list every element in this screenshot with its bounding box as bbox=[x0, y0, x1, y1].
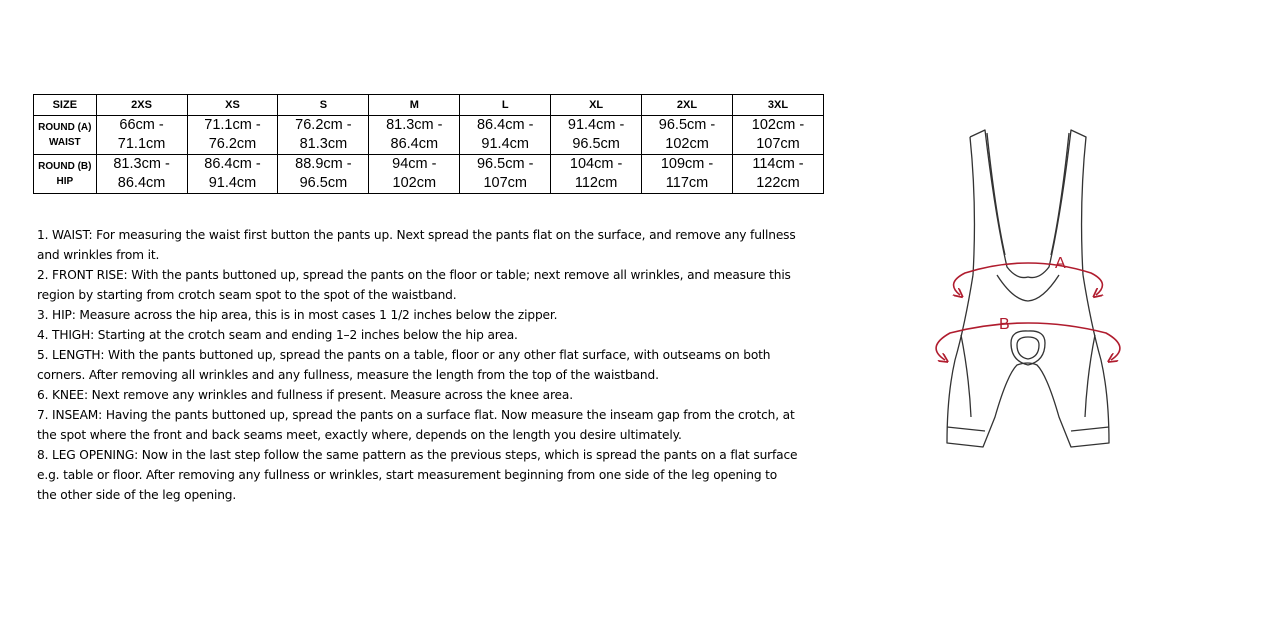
size-value-cell bbox=[551, 155, 642, 194]
size-value-cell bbox=[551, 116, 642, 155]
bib-shorts-diagram bbox=[925, 125, 1135, 455]
instruction-line: 4. THIGH: Starting at the crotch seam and ending 1–2 inches below the hip area. bbox=[37, 328, 518, 342]
header-cell: SIZE bbox=[34, 95, 97, 116]
instruction-line: 7. INSEAM: Having the pants buttoned up, spread the pants on a surface flat. Now measure the inseam gap from the crotch, at bbox=[37, 408, 795, 422]
size-value-line: 94cm - bbox=[392, 156, 437, 172]
header-cell: L bbox=[460, 95, 551, 116]
size-value-cell bbox=[732, 116, 823, 155]
instruction-line: the other side of the leg opening. bbox=[37, 488, 237, 502]
header-cell: 2XS bbox=[96, 95, 187, 116]
instruction-line: 3. HIP: Measure across the hip area, this is in most cases 1 1/2 inches below the zipper. bbox=[37, 308, 558, 322]
row-label bbox=[34, 116, 97, 155]
hip-label-b: B bbox=[999, 316, 1010, 333]
size-value-cell bbox=[278, 155, 369, 194]
size-value-cell bbox=[460, 116, 551, 155]
size-value-cell bbox=[187, 116, 278, 155]
size-value-line: 81.3cm - bbox=[113, 156, 170, 172]
header-cell: 3XL bbox=[732, 95, 823, 116]
size-value-line: 104cm - bbox=[569, 156, 623, 172]
row-label-line: ROUND (B) bbox=[38, 161, 92, 172]
size-value-line: 107cm bbox=[756, 136, 800, 152]
header-cell: 2XL bbox=[642, 95, 733, 116]
size-value-cell bbox=[278, 116, 369, 155]
instruction-line: corners. After removing all wrinkles and any fullness, measure the length from the top of the waistband. bbox=[37, 368, 659, 382]
instruction-line: 1. WAIST: For measuring the waist first button the pants up. Next spread the pants flat on the surface, and remove any fullness bbox=[37, 228, 796, 242]
size-value-line: 66cm - bbox=[119, 117, 164, 133]
size-value-line: 86.4cm bbox=[117, 175, 166, 191]
size-value-line: 102cm bbox=[665, 136, 709, 152]
size-value-cell bbox=[732, 155, 823, 194]
size-value-line: 71.1cm - bbox=[204, 117, 261, 133]
size-value-line: 117cm bbox=[665, 175, 709, 191]
header-cell: M bbox=[369, 95, 460, 116]
waist-measure-line bbox=[954, 263, 1103, 295]
size-value-line: 107cm bbox=[483, 175, 527, 191]
instruction-line: 6. KNEE: Next remove any wrinkles and fullness if present. Measure across the knee area. bbox=[37, 388, 573, 402]
size-value-cell bbox=[96, 155, 187, 194]
size-value-line: 102cm - bbox=[751, 117, 805, 133]
size-value-line: 96.5cm - bbox=[658, 117, 716, 133]
instruction-line: e.g. table or floor. After removing any fullness or wrinkles, start measurement beginning from one side of the leg opening to bbox=[37, 468, 778, 482]
instruction-line: region by starting from crotch seam spot to the spot of the waistband. bbox=[37, 288, 457, 302]
size-value-line: 112cm bbox=[574, 175, 618, 191]
size-value-line: 102cm bbox=[392, 175, 437, 191]
size-value-line: 86.4cm - bbox=[204, 156, 261, 172]
size-value-cell bbox=[187, 155, 278, 194]
size-chart-table bbox=[33, 94, 824, 194]
size-value-line: 114cm - bbox=[752, 156, 804, 172]
size-value-line: 86.4cm - bbox=[476, 117, 534, 133]
size-value-cell bbox=[369, 155, 460, 194]
size-value-line: 86.4cm bbox=[390, 136, 439, 152]
size-value-line: 76.2cm - bbox=[295, 117, 352, 133]
instruction-line: the spot where the front and back seams meet, exactly where, depends on the length you desire ultimately. bbox=[37, 428, 682, 442]
size-value-line: 96.5cm bbox=[572, 136, 620, 152]
instruction-line: 5. LENGTH: With the pants buttoned up, spread the pants on a table, floor or any other flat surface, with outseams on both bbox=[37, 348, 771, 362]
size-value-line: 96.5cm - bbox=[476, 156, 534, 172]
instruction-line: 2. FRONT RISE: With the pants buttoned up, spread the pants on the floor or table; next remove all wrinkles, and measure this bbox=[37, 268, 791, 282]
table-row bbox=[34, 155, 824, 194]
row-label-line: WAIST bbox=[48, 137, 81, 148]
header-cell: S bbox=[278, 95, 369, 116]
size-value-cell bbox=[642, 155, 733, 194]
size-value-line: 81.3cm - bbox=[386, 117, 443, 133]
table-header-row bbox=[34, 95, 824, 116]
instruction-line: 8. LEG OPENING: Now in the last step follow the same pattern as the previous steps, which is spread the pants on a flat surface bbox=[37, 448, 798, 462]
garment-outline bbox=[947, 130, 1109, 447]
size-value-line: 91.4cm bbox=[208, 175, 257, 191]
measurement-instructions bbox=[37, 225, 837, 505]
size-value-cell bbox=[96, 116, 187, 155]
size-value-line: 81.3cm bbox=[299, 136, 348, 152]
hip-measure-line bbox=[936, 323, 1120, 360]
size-value-cell bbox=[369, 116, 460, 155]
instruction-line: and wrinkles from it. bbox=[37, 248, 160, 262]
header-cell: XL bbox=[551, 95, 642, 116]
table-row bbox=[34, 116, 824, 155]
size-value-line: 76.2cm bbox=[208, 136, 257, 152]
size-value-line: 71.1cm bbox=[117, 136, 166, 152]
row-label-line: ROUND (A) bbox=[38, 122, 92, 133]
row-label bbox=[34, 155, 97, 194]
size-value-line: 91.4cm - bbox=[567, 117, 625, 133]
size-value-line: 88.9cm - bbox=[295, 156, 352, 172]
size-value-cell bbox=[460, 155, 551, 194]
waist-label-a: A bbox=[1055, 255, 1066, 272]
size-value-line: 109cm - bbox=[660, 156, 714, 172]
header-cell: XS bbox=[187, 95, 278, 116]
size-value-cell bbox=[642, 116, 733, 155]
row-label-line: HIP bbox=[56, 176, 74, 187]
size-value-line: 122cm bbox=[756, 175, 800, 191]
size-value-line: 96.5cm bbox=[299, 175, 348, 191]
size-value-line: 91.4cm bbox=[481, 136, 529, 152]
